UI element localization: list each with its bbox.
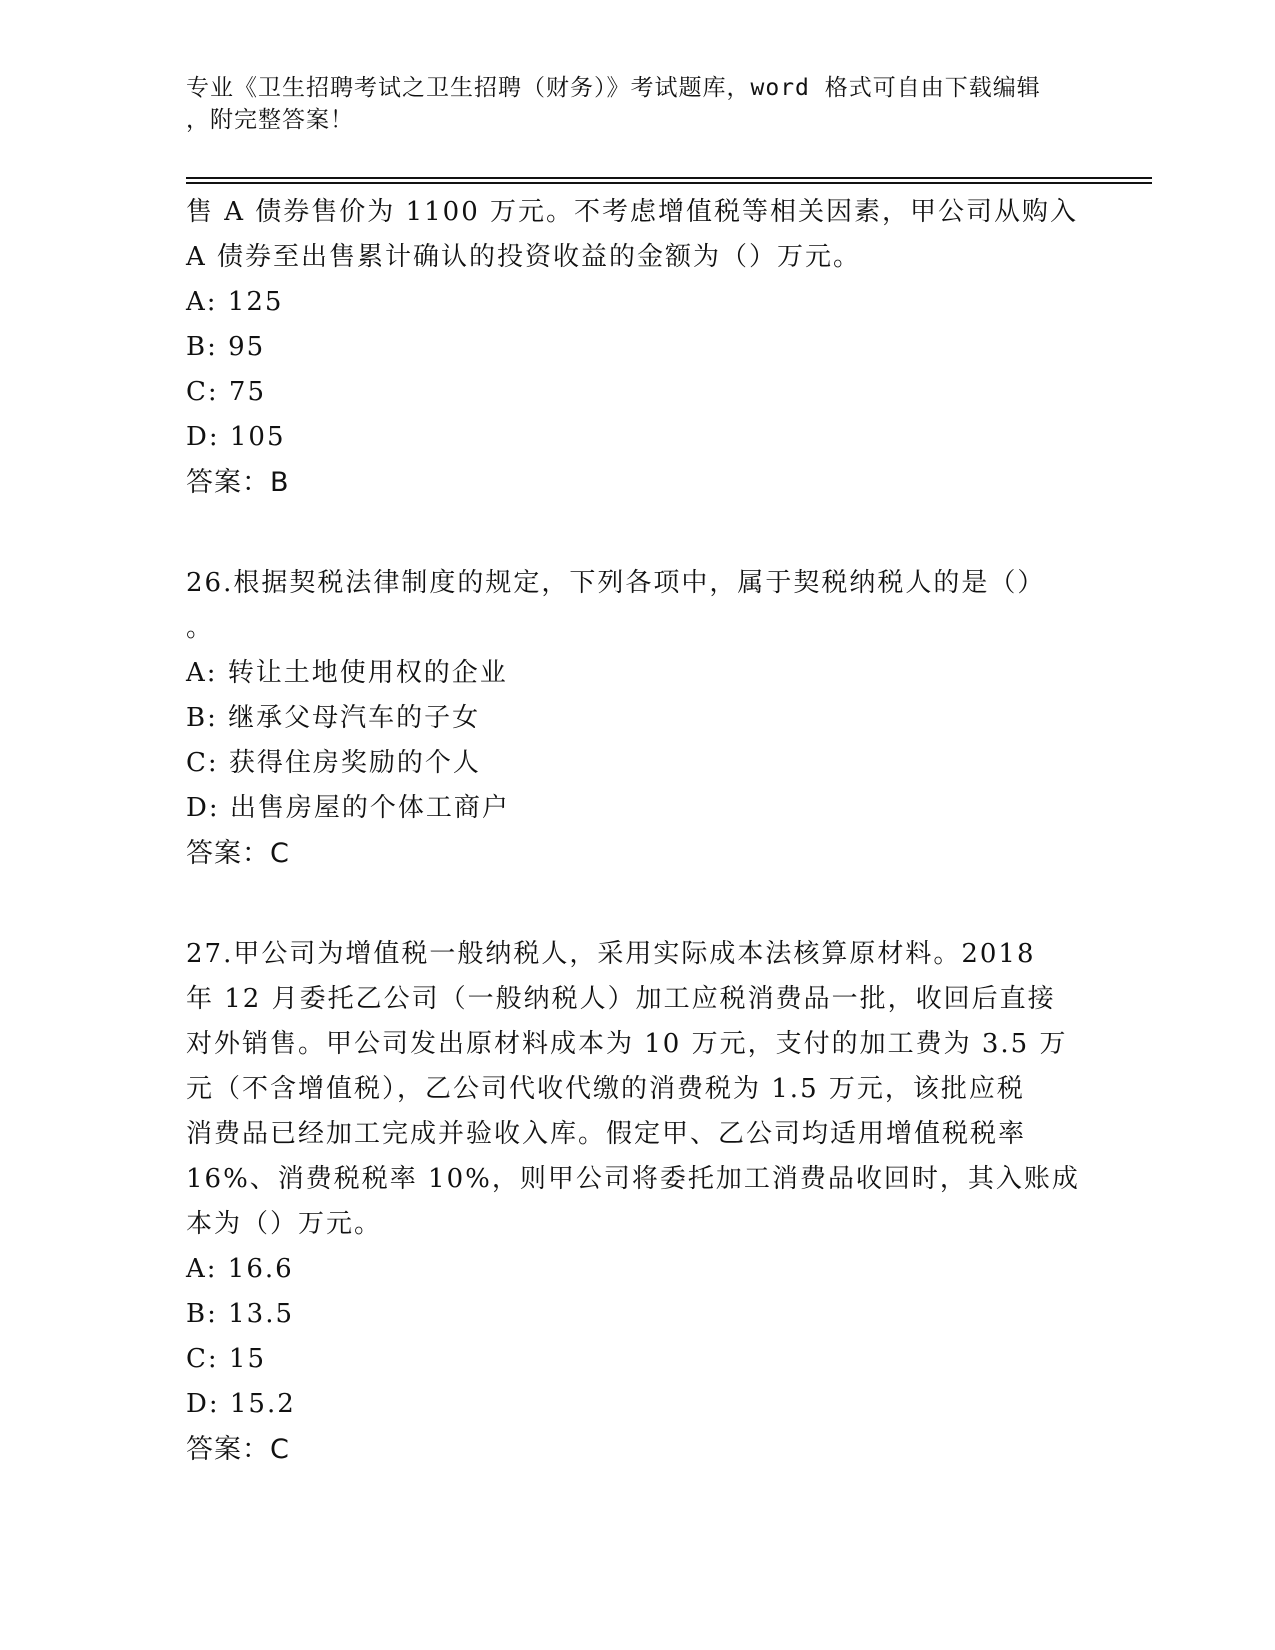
option-a: A: 125 [186,287,284,317]
question-text-line: 售 A 债券售价为 1100 万元。不考虑增值税等相关因素，甲公司从购入 [186,197,1079,227]
option-c: C: 15 [186,1344,267,1374]
question-text-line: 对外销售。甲公司发出原材料成本为 10 万元，支付的加工费为 3.5 万 [186,1029,1068,1059]
question-text-line: 16%、消费税税率 10%，则甲公司将委托加工消费品收回时，其入账成 [186,1164,1080,1194]
question-26 [186,561,1086,876]
question-text-line: 消费品已经加工完成并验收入库。假定甲、乙公司均适用增值税税率 [186,1119,1027,1149]
question-text-line: 年 12 月委托乙公司（一般纳税人）加工应税消费品一批，收回后直接 [186,984,1056,1014]
question-text-line: 27.甲公司为增值税一般纳税人，采用实际成本法核算原材料。2018 [186,939,1036,969]
document-header [186,72,1066,136]
question-text-line: 。 [186,613,215,643]
option-d: D: 出售房屋的个体工商户 [186,793,510,823]
question-text-line: 本为（）万元。 [186,1209,383,1239]
option-b: B: 13.5 [186,1299,295,1329]
option-a: A: 转让土地使用权的企业 [186,658,508,688]
option-a: A: 16.6 [186,1254,294,1284]
option-d: D: 105 [186,422,286,452]
header-divider-bottom [186,182,1152,184]
question-list [186,190,1086,1472]
option-d: D: 15.2 [186,1389,296,1419]
answer-label: 答案：C [186,838,290,869]
answer-label: 答案：B [186,467,290,498]
question-text-line: A 债券至出售累计确认的投资收益的金额为（）万元。 [186,242,862,272]
option-b: B: 继承父母汽车的子女 [186,703,481,733]
answer-label: 答案：C [186,1434,290,1465]
header-line-1: 专业《卫生招聘考试之卫生招聘（财务）》考试题库，word 格式可自由下载编辑 [186,75,1041,101]
option-c: C: 75 [186,377,267,407]
question-text-line: 26.根据契税法律制度的规定，下列各项中，属于契税纳税人的是（） [186,568,1046,598]
header-divider-top [186,177,1152,179]
question-27 [186,932,1086,1472]
header-line-2: ，附完整答案！ [186,107,354,133]
option-b: B: 95 [186,332,266,362]
question-25 [186,190,1086,505]
question-text-line: 元（不含增值税），乙公司代收代缴的消费税为 1.5 万元，该批应税 [186,1074,1025,1104]
option-c: C: 获得住房奖励的个人 [186,748,481,778]
